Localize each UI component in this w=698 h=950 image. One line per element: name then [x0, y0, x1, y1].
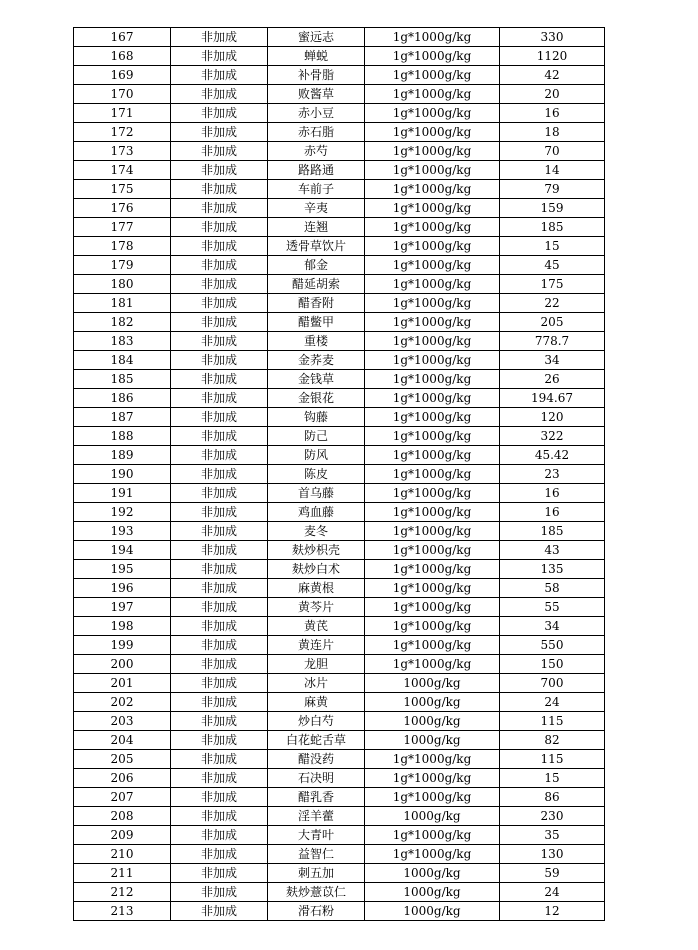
- table-row: [74, 826, 605, 845]
- value-cell: 330: [500, 28, 605, 47]
- spec-cell: 1g*1000g/kg: [365, 617, 500, 636]
- row-number-cell: 199: [74, 636, 171, 655]
- spec-cell: 1g*1000g/kg: [365, 351, 500, 370]
- item-name-cell: 醋没药: [268, 750, 365, 769]
- table-row: [74, 560, 605, 579]
- row-number-cell: 185: [74, 370, 171, 389]
- row-number-cell: 188: [74, 427, 171, 446]
- table-row: [74, 769, 605, 788]
- row-number-cell: 183: [74, 332, 171, 351]
- spec-cell: 1g*1000g/kg: [365, 769, 500, 788]
- value-cell: 34: [500, 617, 605, 636]
- table-row: [74, 788, 605, 807]
- spec-cell: 1g*1000g/kg: [365, 275, 500, 294]
- category-cell: 非加成: [171, 142, 268, 161]
- value-cell: 23: [500, 465, 605, 484]
- value-cell: 230: [500, 807, 605, 826]
- item-name-cell: 麦冬: [268, 522, 365, 541]
- item-name-cell: 金荞麦: [268, 351, 365, 370]
- item-name-cell: 醋延胡索: [268, 275, 365, 294]
- row-number-cell: 177: [74, 218, 171, 237]
- category-cell: 非加成: [171, 161, 268, 180]
- item-name-cell: 石决明: [268, 769, 365, 788]
- table-row: [74, 617, 605, 636]
- category-cell: 非加成: [171, 427, 268, 446]
- spec-cell: 1000g/kg: [365, 731, 500, 750]
- category-cell: 非加成: [171, 617, 268, 636]
- category-cell: 非加成: [171, 294, 268, 313]
- item-name-cell: 麸炒薏苡仁: [268, 883, 365, 902]
- value-cell: 115: [500, 750, 605, 769]
- spec-cell: 1g*1000g/kg: [365, 123, 500, 142]
- value-cell: 45.42: [500, 446, 605, 465]
- row-number-cell: 180: [74, 275, 171, 294]
- spec-cell: 1g*1000g/kg: [365, 237, 500, 256]
- value-cell: 150: [500, 655, 605, 674]
- spec-cell: 1g*1000g/kg: [365, 484, 500, 503]
- row-number-cell: 184: [74, 351, 171, 370]
- item-name-cell: 醋香附: [268, 294, 365, 313]
- item-name-cell: 蜜远志: [268, 28, 365, 47]
- spec-cell: 1000g/kg: [365, 693, 500, 712]
- category-cell: 非加成: [171, 389, 268, 408]
- value-cell: 24: [500, 883, 605, 902]
- spec-cell: 1g*1000g/kg: [365, 389, 500, 408]
- table-row: [74, 864, 605, 883]
- item-name-cell: 醋鳖甲: [268, 313, 365, 332]
- value-cell: 175: [500, 275, 605, 294]
- table-row: [74, 655, 605, 674]
- row-number-cell: 195: [74, 560, 171, 579]
- item-name-cell: 首乌藤: [268, 484, 365, 503]
- spec-cell: 1g*1000g/kg: [365, 313, 500, 332]
- item-name-cell: 补骨脂: [268, 66, 365, 85]
- table-row: [74, 484, 605, 503]
- value-cell: 58: [500, 579, 605, 598]
- category-cell: 非加成: [171, 826, 268, 845]
- category-cell: 非加成: [171, 104, 268, 123]
- value-cell: 778.7: [500, 332, 605, 351]
- item-name-cell: 透骨草饮片: [268, 237, 365, 256]
- row-number-cell: 169: [74, 66, 171, 85]
- value-cell: 35: [500, 826, 605, 845]
- category-cell: 非加成: [171, 465, 268, 484]
- category-cell: 非加成: [171, 85, 268, 104]
- table-row: [74, 845, 605, 864]
- value-cell: 205: [500, 313, 605, 332]
- category-cell: 非加成: [171, 28, 268, 47]
- item-name-cell: 麸炒枳壳: [268, 541, 365, 560]
- row-number-cell: 211: [74, 864, 171, 883]
- spec-cell: 1g*1000g/kg: [365, 180, 500, 199]
- category-cell: 非加成: [171, 883, 268, 902]
- table-row: [74, 541, 605, 560]
- table-row: [74, 712, 605, 731]
- value-cell: 194.67: [500, 389, 605, 408]
- spec-cell: 1g*1000g/kg: [365, 579, 500, 598]
- category-cell: 非加成: [171, 47, 268, 66]
- row-number-cell: 202: [74, 693, 171, 712]
- category-cell: 非加成: [171, 560, 268, 579]
- value-cell: 185: [500, 522, 605, 541]
- spec-cell: 1g*1000g/kg: [365, 598, 500, 617]
- category-cell: 非加成: [171, 731, 268, 750]
- spec-cell: 1g*1000g/kg: [365, 161, 500, 180]
- value-cell: 18: [500, 123, 605, 142]
- value-cell: 24: [500, 693, 605, 712]
- value-cell: 15: [500, 237, 605, 256]
- item-name-cell: 刺五加: [268, 864, 365, 883]
- row-number-cell: 171: [74, 104, 171, 123]
- table-row: [74, 750, 605, 769]
- table-row: [74, 275, 605, 294]
- value-cell: 1120: [500, 47, 605, 66]
- spec-cell: 1g*1000g/kg: [365, 750, 500, 769]
- spec-cell: 1000g/kg: [365, 902, 500, 921]
- category-cell: 非加成: [171, 66, 268, 85]
- item-name-cell: 冰片: [268, 674, 365, 693]
- item-name-cell: 陈皮: [268, 465, 365, 484]
- spec-cell: 1g*1000g/kg: [365, 788, 500, 807]
- value-cell: 115: [500, 712, 605, 731]
- item-name-cell: 黄连片: [268, 636, 365, 655]
- table-row: [74, 465, 605, 484]
- value-cell: 42: [500, 66, 605, 85]
- row-number-cell: 191: [74, 484, 171, 503]
- row-number-cell: 197: [74, 598, 171, 617]
- item-name-cell: 赤小豆: [268, 104, 365, 123]
- category-cell: 非加成: [171, 351, 268, 370]
- category-cell: 非加成: [171, 237, 268, 256]
- category-cell: 非加成: [171, 199, 268, 218]
- spec-cell: 1g*1000g/kg: [365, 446, 500, 465]
- row-number-cell: 179: [74, 256, 171, 275]
- item-name-cell: 麻黄: [268, 693, 365, 712]
- value-cell: 55: [500, 598, 605, 617]
- row-number-cell: 170: [74, 85, 171, 104]
- table-row: [74, 598, 605, 617]
- value-cell: 14: [500, 161, 605, 180]
- value-cell: 16: [500, 503, 605, 522]
- table-row: [74, 522, 605, 541]
- item-name-cell: 防风: [268, 446, 365, 465]
- spec-cell: 1g*1000g/kg: [365, 845, 500, 864]
- value-cell: 159: [500, 199, 605, 218]
- category-cell: 非加成: [171, 446, 268, 465]
- data-table: [73, 27, 605, 921]
- item-name-cell: 钩藤: [268, 408, 365, 427]
- row-number-cell: 192: [74, 503, 171, 522]
- table-row: [74, 731, 605, 750]
- row-number-cell: 204: [74, 731, 171, 750]
- value-cell: 15: [500, 769, 605, 788]
- row-number-cell: 189: [74, 446, 171, 465]
- row-number-cell: 213: [74, 902, 171, 921]
- row-number-cell: 193: [74, 522, 171, 541]
- spec-cell: 1g*1000g/kg: [365, 294, 500, 313]
- table-row: [74, 180, 605, 199]
- category-cell: 非加成: [171, 750, 268, 769]
- table-row: [74, 636, 605, 655]
- item-name-cell: 淫羊藿: [268, 807, 365, 826]
- spec-cell: 1g*1000g/kg: [365, 218, 500, 237]
- item-name-cell: 大青叶: [268, 826, 365, 845]
- table-row: [74, 161, 605, 180]
- item-name-cell: 赤芍: [268, 142, 365, 161]
- row-number-cell: 209: [74, 826, 171, 845]
- row-number-cell: 181: [74, 294, 171, 313]
- table-row: [74, 693, 605, 712]
- table-row: [74, 579, 605, 598]
- table-row: [74, 104, 605, 123]
- spec-cell: 1000g/kg: [365, 864, 500, 883]
- item-name-cell: 鸡血藤: [268, 503, 365, 522]
- category-cell: 非加成: [171, 807, 268, 826]
- item-name-cell: 黄芩片: [268, 598, 365, 617]
- value-cell: 322: [500, 427, 605, 446]
- table-row: [74, 199, 605, 218]
- row-number-cell: 205: [74, 750, 171, 769]
- spec-cell: 1g*1000g/kg: [365, 199, 500, 218]
- spec-cell: 1g*1000g/kg: [365, 636, 500, 655]
- value-cell: 82: [500, 731, 605, 750]
- spec-cell: 1000g/kg: [365, 883, 500, 902]
- category-cell: 非加成: [171, 845, 268, 864]
- value-cell: 185: [500, 218, 605, 237]
- category-cell: 非加成: [171, 712, 268, 731]
- value-cell: 130: [500, 845, 605, 864]
- item-name-cell: 滑石粉: [268, 902, 365, 921]
- item-name-cell: 郁金: [268, 256, 365, 275]
- table-row: [74, 427, 605, 446]
- value-cell: 16: [500, 484, 605, 503]
- row-number-cell: 173: [74, 142, 171, 161]
- table-row: [74, 446, 605, 465]
- table-row: [74, 503, 605, 522]
- row-number-cell: 207: [74, 788, 171, 807]
- item-name-cell: 防己: [268, 427, 365, 446]
- spec-cell: 1g*1000g/kg: [365, 522, 500, 541]
- table-row: [74, 294, 605, 313]
- category-cell: 非加成: [171, 693, 268, 712]
- spec-cell: 1g*1000g/kg: [365, 427, 500, 446]
- item-name-cell: 金钱草: [268, 370, 365, 389]
- category-cell: 非加成: [171, 655, 268, 674]
- row-number-cell: 182: [74, 313, 171, 332]
- row-number-cell: 175: [74, 180, 171, 199]
- table-row: [74, 313, 605, 332]
- category-cell: 非加成: [171, 332, 268, 351]
- spec-cell: 1g*1000g/kg: [365, 370, 500, 389]
- table-row: [74, 123, 605, 142]
- row-number-cell: 172: [74, 123, 171, 142]
- value-cell: 34: [500, 351, 605, 370]
- category-cell: 非加成: [171, 902, 268, 921]
- item-name-cell: 赤石脂: [268, 123, 365, 142]
- item-name-cell: 麻黄根: [268, 579, 365, 598]
- spec-cell: 1g*1000g/kg: [365, 142, 500, 161]
- item-name-cell: 连翘: [268, 218, 365, 237]
- value-cell: 45: [500, 256, 605, 275]
- table-row: [74, 389, 605, 408]
- category-cell: 非加成: [171, 636, 268, 655]
- spec-cell: 1g*1000g/kg: [365, 826, 500, 845]
- item-name-cell: 金银花: [268, 389, 365, 408]
- value-cell: 86: [500, 788, 605, 807]
- value-cell: 26: [500, 370, 605, 389]
- table-row: [74, 883, 605, 902]
- category-cell: 非加成: [171, 123, 268, 142]
- spec-cell: 1000g/kg: [365, 807, 500, 826]
- table-row: [74, 370, 605, 389]
- table-row: [74, 674, 605, 693]
- spec-cell: 1000g/kg: [365, 712, 500, 731]
- spec-cell: 1g*1000g/kg: [365, 560, 500, 579]
- row-number-cell: 212: [74, 883, 171, 902]
- row-number-cell: 178: [74, 237, 171, 256]
- table-row: [74, 218, 605, 237]
- row-number-cell: 203: [74, 712, 171, 731]
- category-cell: 非加成: [171, 180, 268, 199]
- value-cell: 700: [500, 674, 605, 693]
- category-cell: 非加成: [171, 674, 268, 693]
- table-row: [74, 47, 605, 66]
- category-cell: 非加成: [171, 484, 268, 503]
- item-name-cell: 麸炒白术: [268, 560, 365, 579]
- item-name-cell: 炒白芍: [268, 712, 365, 731]
- category-cell: 非加成: [171, 256, 268, 275]
- spec-cell: 1g*1000g/kg: [365, 465, 500, 484]
- row-number-cell: 208: [74, 807, 171, 826]
- item-name-cell: 重楼: [268, 332, 365, 351]
- value-cell: 120: [500, 408, 605, 427]
- row-number-cell: 167: [74, 28, 171, 47]
- item-name-cell: 败酱草: [268, 85, 365, 104]
- spec-cell: 1g*1000g/kg: [365, 104, 500, 123]
- value-cell: 22: [500, 294, 605, 313]
- category-cell: 非加成: [171, 522, 268, 541]
- spec-cell: 1000g/kg: [365, 674, 500, 693]
- value-cell: 43: [500, 541, 605, 560]
- table-row: [74, 332, 605, 351]
- value-cell: 12: [500, 902, 605, 921]
- value-cell: 70: [500, 142, 605, 161]
- row-number-cell: 186: [74, 389, 171, 408]
- table-row: [74, 408, 605, 427]
- table-row: [74, 351, 605, 370]
- category-cell: 非加成: [171, 769, 268, 788]
- table-row: [74, 902, 605, 921]
- value-cell: 16: [500, 104, 605, 123]
- value-cell: 20: [500, 85, 605, 104]
- row-number-cell: 176: [74, 199, 171, 218]
- row-number-cell: 196: [74, 579, 171, 598]
- row-number-cell: 190: [74, 465, 171, 484]
- table-row: [74, 807, 605, 826]
- spec-cell: 1g*1000g/kg: [365, 28, 500, 47]
- item-name-cell: 路路通: [268, 161, 365, 180]
- spec-cell: 1g*1000g/kg: [365, 256, 500, 275]
- value-cell: 550: [500, 636, 605, 655]
- spec-cell: 1g*1000g/kg: [365, 332, 500, 351]
- row-number-cell: 194: [74, 541, 171, 560]
- item-name-cell: 白花蛇舌草: [268, 731, 365, 750]
- spec-cell: 1g*1000g/kg: [365, 85, 500, 104]
- spec-cell: 1g*1000g/kg: [365, 541, 500, 560]
- row-number-cell: 200: [74, 655, 171, 674]
- category-cell: 非加成: [171, 370, 268, 389]
- item-name-cell: 醋乳香: [268, 788, 365, 807]
- table-row: [74, 256, 605, 275]
- row-number-cell: 168: [74, 47, 171, 66]
- category-cell: 非加成: [171, 218, 268, 237]
- spec-cell: 1g*1000g/kg: [365, 408, 500, 427]
- category-cell: 非加成: [171, 598, 268, 617]
- table-row: [74, 28, 605, 47]
- value-cell: 59: [500, 864, 605, 883]
- category-cell: 非加成: [171, 541, 268, 560]
- item-name-cell: 益智仁: [268, 845, 365, 864]
- table-row: [74, 66, 605, 85]
- spec-cell: 1g*1000g/kg: [365, 655, 500, 674]
- row-number-cell: 201: [74, 674, 171, 693]
- category-cell: 非加成: [171, 503, 268, 522]
- value-cell: 79: [500, 180, 605, 199]
- row-number-cell: 187: [74, 408, 171, 427]
- category-cell: 非加成: [171, 579, 268, 598]
- spec-cell: 1g*1000g/kg: [365, 47, 500, 66]
- table-row: [74, 142, 605, 161]
- category-cell: 非加成: [171, 864, 268, 883]
- category-cell: 非加成: [171, 788, 268, 807]
- value-cell: 135: [500, 560, 605, 579]
- category-cell: 非加成: [171, 313, 268, 332]
- item-name-cell: 车前子: [268, 180, 365, 199]
- table-row: [74, 237, 605, 256]
- row-number-cell: 210: [74, 845, 171, 864]
- table-row: [74, 85, 605, 104]
- spec-cell: 1g*1000g/kg: [365, 66, 500, 85]
- item-name-cell: 龙胆: [268, 655, 365, 674]
- item-name-cell: 黄芪: [268, 617, 365, 636]
- row-number-cell: 198: [74, 617, 171, 636]
- row-number-cell: 206: [74, 769, 171, 788]
- spec-cell: 1g*1000g/kg: [365, 503, 500, 522]
- item-name-cell: 辛夷: [268, 199, 365, 218]
- row-number-cell: 174: [74, 161, 171, 180]
- table-body: [74, 28, 605, 921]
- item-name-cell: 蝉蜕: [268, 47, 365, 66]
- category-cell: 非加成: [171, 275, 268, 294]
- category-cell: 非加成: [171, 408, 268, 427]
